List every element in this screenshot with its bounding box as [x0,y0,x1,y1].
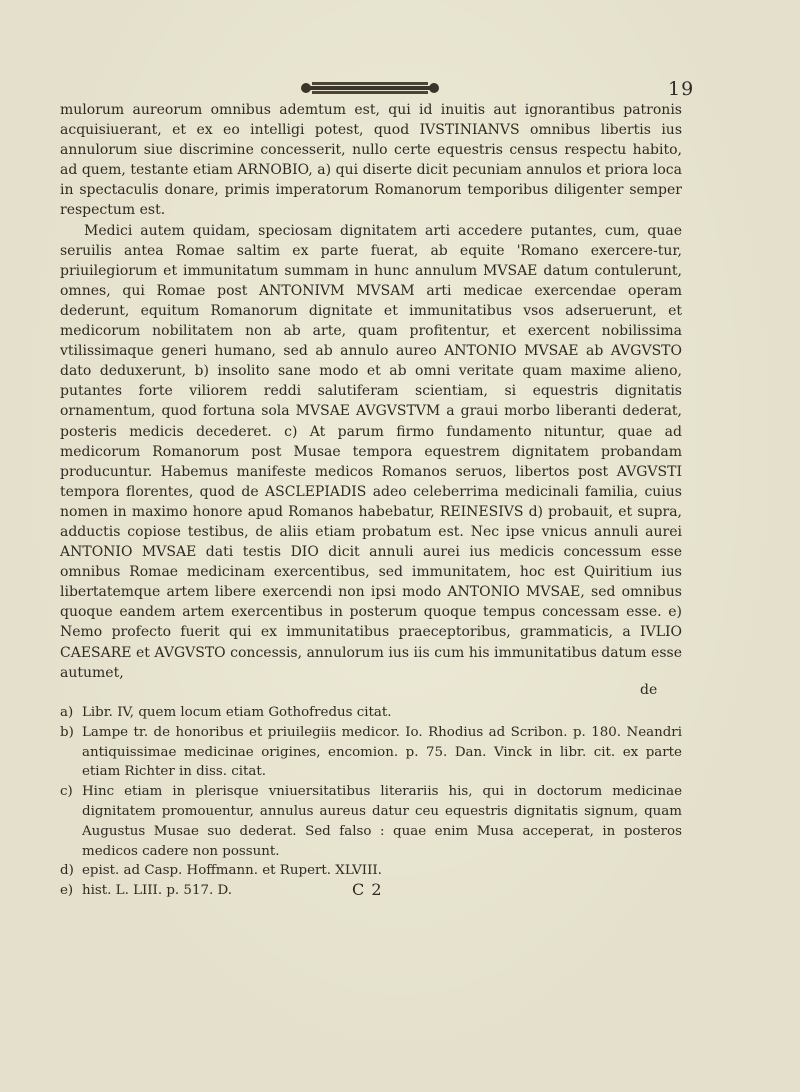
main-text [60,100,682,683]
footnote-text: Hinc etiam in plerisque vniuersitatibus literariis his, qui in doctorum medicinae dignitatem promouentur, annulus aureus datur ceu equestris dignitatis signum, quam Augustus Musae suo dederat. Sed falso : quae enim Musa acceperat, in posteros medicos cadere non possunt. [82,784,682,859]
footnote-mark: c) [60,784,73,800]
headpiece-ornament [298,78,442,98]
catchword: de [640,682,658,698]
footnote [60,723,682,782]
footnote-text: Libr. IV, quem locum etiam Gothofredus citat. [82,705,392,720]
footnote-mark: d) [60,863,74,879]
footnote-text: hist. L. LIII. p. 517. D. [82,883,233,899]
page-number: 19 [668,78,695,100]
footnote-mark: b) [60,724,74,740]
footnotes [60,703,682,901]
paragraph-1: mulorum aureorum omnibus ademtum est, qui id inuitis aut ignorantibus patronis acquisiuerant, et ex eo intelligi potest, quod IVSTINIANVS omnibus libertis ius annulorum siue discrimine concesserit, nullo certe equestris census respectu habito, ad quem, testante etiam ARNOBIO, a) qui diserte dicit pecuniam annulos et priora loca in spectaculis donare, primis imperatorum Romanorum temporibus diligenter semper respectum est. [60,102,682,219]
footnote-text: Lampe tr. de honoribus et priuilegiis medicor. Io. Rhodius ad Scribon. p. 180. Neandri antiquissimae medicinae origines, encomion. p. 75. Dan. Vinck in libr. cit. ex parte etiam Richter in diss. citat. [82,724,682,780]
paragraph-2: Medici autem quidam, speciosam dignitatem arti accedere putantes, cum, quae seruilis antea Romae saltim ex parte fuerat, ab equite 'Romano exercere-tur, priuilegiorum et immunitatum summam in hunc annulum MVSAE datum contulerunt, omnes, qui Romae post ANTONIVM MVSAM arti medicae exercendae operam dederunt, equitum Romanorum dignitate et immunitatibus vsos adseruerunt, et medicorum nobilitatem non ab arte, quam profitentur, et exercent nobilissima vtilissimaque generi humano, sed ab annulo aureo ANTONIO MVSAE ab AVGVSTO dato deduxerunt, b) insolito sane modo et ab omni veritate quam maxime alieno, putantes forte viliorem reddi salutiferam scientiam, si equestris dignitatis ornamentum, quod fortuna sola MVSAE AVGVSTVM a graui morbo liberanti dederat, posteris medicis decederet. c) At parum firmo fundamento nituntur, quae ad medicorum Romanorum post Musae tempora equestrem dignitatem probandam producuntur. Habemus manifeste medicos Romanos seruos, libertos post AVGVSTI tempora florentes, quod de ASCLEPIADIS adeo celeberrima medicinali familia, cuius nomen in maximo honore apud Romanos habebatur, REINESIVS d) probauit, et supra, adductis copiose testibus, de aliis etiam probatum est. Nec ipse vnicus annuli aurei ANTONIO MVSAE dati testis DIO dicit annuli aurei ius medicis concessum esse omnibus Romae medicinam exercentibus, sed immunitatem, hoc est Quiritium ius libertatemque artem libere exercendi non ipsi modo ANTONIO MVSAE, sed omnibus quoque eandem artem exercentibus in posterum quoque tempus concessam esse. e) Nemo profecto fuerit qui ex immunitatibus praeceptoribus, grammaticis, a IVLIO CAESARE et AVGVSTO concessis, annulorum ius iis cum his immunitatibus datum esse autumet, [60,222,682,681]
footnote [60,861,682,881]
signature-mark: C 2 [352,880,383,899]
footnote [60,703,682,723]
footnote-text: epist. ad Casp. Hoffmann. et Rupert. XLVIII. [82,863,382,879]
footnote-mark: a) [60,705,74,720]
footnote-mark: e) [60,883,74,899]
footnote [60,782,682,861]
